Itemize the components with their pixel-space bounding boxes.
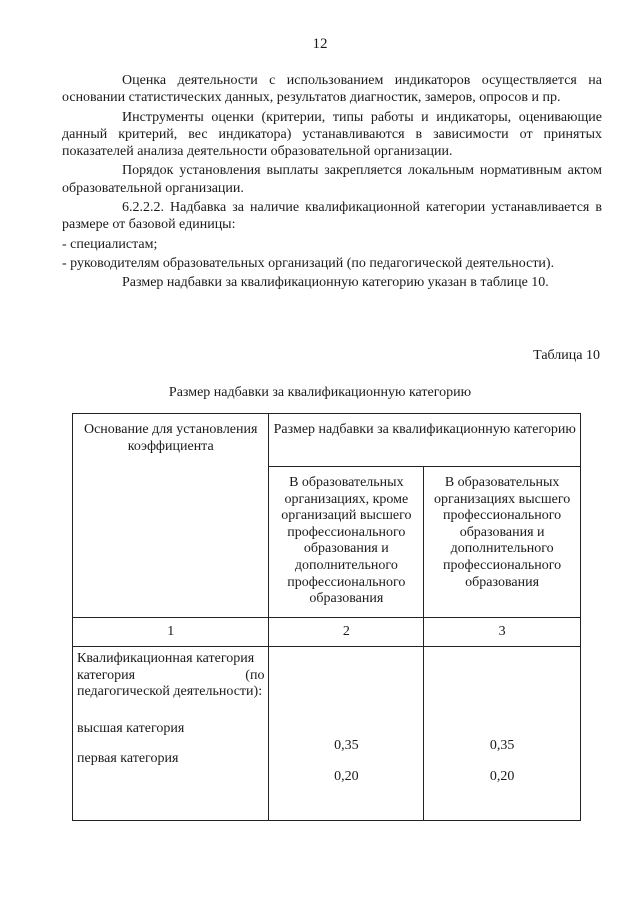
table-label: Таблица 10 — [533, 348, 600, 363]
group-header: Размер надбавки за квалификационную категорию — [269, 414, 581, 467]
col3-values — [424, 647, 581, 821]
row-label-first: первая категория — [77, 751, 179, 767]
category-label-word: категория — [77, 667, 136, 683]
category-label-main: Квалификационная категория — [77, 651, 255, 666]
page-number: 12 — [312, 36, 328, 52]
paragraph-table-reference: Размер надбавки за квалификационную категорию указан в таблице 10. — [122, 275, 549, 291]
row-label-highest: высшая категория — [77, 720, 185, 736]
category-label-rest: педагогической деятельности): — [77, 684, 263, 700]
table-body-row — [73, 647, 581, 821]
column-numbers-row — [73, 618, 581, 647]
value-first-col3: 0,20 — [489, 768, 515, 784]
col-number-1: 1 — [73, 618, 269, 647]
col2-values — [269, 647, 424, 821]
paragraph-allowance: 6.2.2.2. Надбавка за наличие квалификационной категории устанавливается в размере от базовой единицы: — [62, 200, 602, 233]
table-title: Размер надбавки за квалификационную категорию — [168, 385, 472, 400]
value-highest-col2: 0,35 — [334, 738, 359, 753]
col2-header: В образовательных организациях, кроме организаций высшего профессионального образования и дополнительного профессионального образования — [269, 467, 424, 618]
col-number-3: 3 — [424, 618, 581, 647]
category-cell — [73, 647, 269, 821]
allowance-table — [72, 413, 581, 821]
paragraph-order: Порядок установления выплаты закрепляется локальным нормативным актом образовательной организации. — [62, 163, 602, 196]
col3-header: В образовательных организациях высшего профессионального образования и дополнительного профессионального образования — [424, 467, 581, 618]
list-item-managers: - руководителям образовательных организаций (по педагогической деятельности). — [62, 255, 555, 271]
paragraph-tools: Инструменты оценки (критерии, типы работы и индикаторы, оценивающие данный критерий, вес индикатора) устанавливаются в зависимости от принятых показателей анализа деятельности образовательной организации. — [62, 109, 602, 160]
list-item-specialists: - специалистам; — [62, 236, 158, 252]
col1-header: Основание для установления коэффициента — [73, 414, 269, 618]
value-first-col2: 0,20 — [334, 768, 359, 784]
paragraph-indicators: Оценка деятельности с использованием индикаторов осуществляется на основании статистических данных, результатов диагностик, замеров, опросов и пр. — [62, 73, 602, 106]
body-text — [62, 72, 602, 294]
category-label-paren: (по — [245, 667, 265, 683]
value-highest-col3: 0,35 — [489, 738, 515, 753]
col-number-2: 2 — [269, 618, 424, 647]
